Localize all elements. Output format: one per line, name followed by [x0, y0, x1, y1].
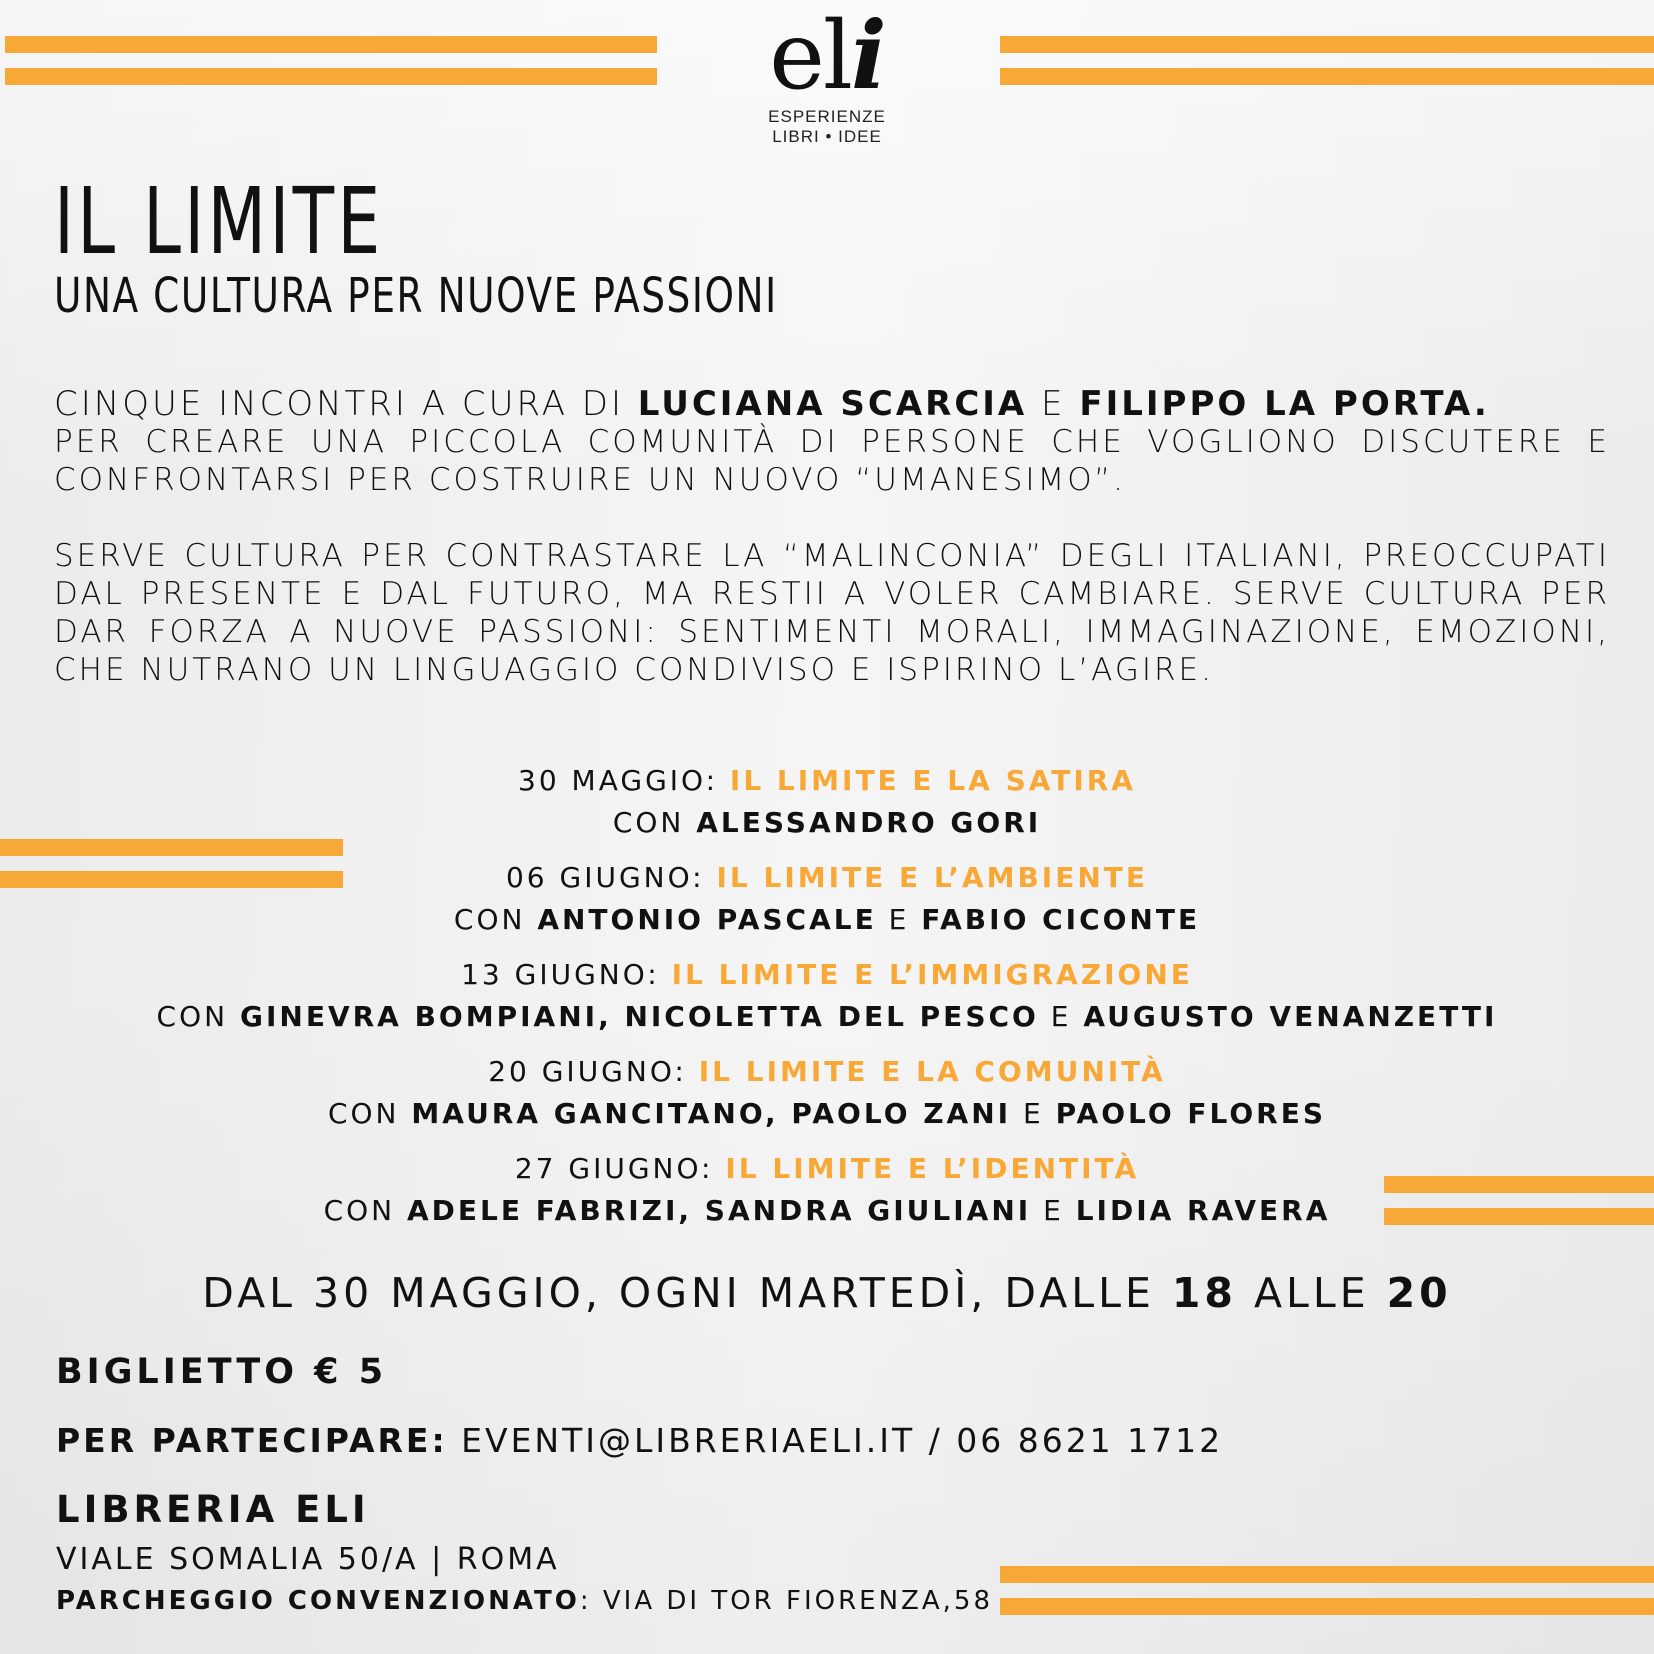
- participate-line: [56, 1420, 1223, 1462]
- event-guests-line: [0, 1093, 1654, 1135]
- event-topic: IL LIMITE E LA SATIRA: [729, 764, 1136, 797]
- venue-address: VIALE SOMALIA 50/A | ROMA: [56, 1542, 560, 1577]
- event-guests: ADELE FABRIZI, SANDRA GIULIANI: [407, 1194, 1032, 1227]
- intro-prefix: CINQUE INCONTRI A CURA DI: [54, 384, 638, 424]
- logo-tagline-2: LIBRI • IDEE: [772, 127, 882, 146]
- event-item: [0, 760, 1654, 857]
- intro-paragraph-2: SERVE CULTURA PER CONTRASTARE LA “MALINCONIA” DEGLI ITALIANI, PREOCCUPATI DAL PRESENTE E DAL FUTURO, MA RESTII A VOLER CAMBIARE. SERVE CULTURA PER DAR FORZA A NUOVE PASSIONI: SENTIMENTI MORALI, IMMAGINAZIONE, EMOZIONI, CHE NUTRANO UN LINGUAGGIO CONDIVISO E ISPIRINO L’AGIRE.: [54, 538, 1610, 688]
- event-last-guest: LIDIA RAVERA: [1075, 1194, 1331, 1227]
- stripe-bottom-right-1: [1000, 1566, 1654, 1583]
- event-with: CON: [323, 1194, 408, 1227]
- events-list: [0, 760, 1654, 1245]
- curator-name: LUCIANA SCARCIA: [637, 384, 1028, 424]
- schedule-to-hour: 20: [1386, 1269, 1452, 1317]
- event-guests: MAURA GANCITANO, PAOLO ZANI: [411, 1097, 1012, 1130]
- event-with: CON: [612, 806, 697, 839]
- event-guests-line: [0, 1190, 1654, 1232]
- event-date: 30 MAGGIO:: [518, 764, 730, 797]
- schedule-summary: [0, 1268, 1654, 1318]
- event-with: CON: [327, 1097, 412, 1130]
- event-date: 20 GIUGNO:: [488, 1055, 699, 1088]
- event-item: [0, 1051, 1654, 1148]
- event-guests: GINEVRA BOMPIANI, NICOLETTA DEL PESCO: [239, 1000, 1039, 1033]
- event-date: 27 GIUGNO:: [514, 1152, 726, 1185]
- eli-logo: [0, 1, 1654, 147]
- event-topic: IL LIMITE E L’IMMIGRAZIONE: [671, 958, 1193, 991]
- event-topic: IL LIMITE E L’AMBIENTE: [716, 861, 1149, 894]
- event-and: E: [1038, 1000, 1084, 1033]
- intro-curators-line: [54, 385, 1610, 423]
- event-guests: ANTONIO PASCALE: [537, 903, 877, 936]
- curator-name: FILIPPO LA PORTA.: [1079, 384, 1490, 424]
- event-date-line: [0, 1051, 1654, 1093]
- logo-mark: [0, 1, 1654, 111]
- schedule-from-hour: 18: [1171, 1269, 1237, 1317]
- intro-paragraph-1: PER CREARE UNA PICCOLA COMUNITÀ DI PERSONE CHE VOGLIONO DISCUTERE E CONFRONTARSI PER COSTRUIRE UN NUOVO “UMANESIMO”.: [54, 424, 1610, 498]
- venue-name: LIBRERIA ELI: [56, 1488, 370, 1531]
- event-topic: IL LIMITE E LA COMUNITÀ: [698, 1055, 1166, 1088]
- event-guests-line: [0, 802, 1654, 844]
- event-topic: IL LIMITE E L’IDENTITÀ: [725, 1152, 1140, 1185]
- logo-tagline-1: ESPERIENZE: [768, 107, 886, 126]
- page-subtitle: UNA CULTURA PER NUOVE PASSIONI: [54, 268, 778, 324]
- event-date-line: [0, 954, 1654, 996]
- event-item: [0, 857, 1654, 954]
- participate-label: PER PARTECIPARE:: [56, 1421, 448, 1460]
- logo-mark-letters: el: [769, 2, 851, 111]
- event-and: E: [876, 903, 922, 936]
- event-and: E: [1031, 1194, 1076, 1227]
- event-with: CON: [156, 1000, 240, 1033]
- event-with: CON: [453, 903, 538, 936]
- intro-text: [54, 385, 1610, 689]
- event-date-line: [0, 760, 1654, 802]
- event-last-guest: FABIO CICONTE: [921, 903, 1201, 936]
- stripe-bottom-right-2: [1000, 1598, 1654, 1615]
- event-date-line: [0, 857, 1654, 899]
- event-item: [0, 954, 1654, 1051]
- schedule-prefix: DAL 30 MAGGIO, OGNI MARTEDÌ, DALLE: [202, 1269, 1172, 1317]
- ticket-price: BIGLIETTO € 5: [56, 1352, 388, 1392]
- parking-label: PARCHEGGIO CONVENZIONATO: [56, 1586, 580, 1616]
- event-item: [0, 1148, 1654, 1245]
- event-guests-line: [0, 899, 1654, 941]
- event-and: E: [1011, 1097, 1056, 1130]
- page-title: IL LIMITE: [54, 168, 384, 275]
- event-guests: ALESSANDRO GORI: [696, 806, 1042, 839]
- intro-conjunction: E: [1027, 384, 1080, 424]
- parking-address: : VIA DI TOR FIORENZA,58: [579, 1586, 993, 1616]
- schedule-mid: ALLE: [1236, 1269, 1387, 1317]
- event-date: 13 GIUGNO:: [461, 958, 672, 991]
- event-last-guest: AUGUSTO VENANZETTI: [1083, 1000, 1498, 1033]
- event-guests-line: [0, 996, 1654, 1038]
- participate-contact[interactable]: EVENTI@LIBRERIAELI.IT / 06 8621 1712: [447, 1421, 1224, 1460]
- event-last-guest: PAOLO FLORES: [1055, 1097, 1327, 1130]
- parking-line: [56, 1583, 993, 1619]
- event-date-line: [0, 1148, 1654, 1190]
- event-date: 06 GIUGNO:: [505, 861, 717, 894]
- logo-mark-i: i: [850, 1, 885, 111]
